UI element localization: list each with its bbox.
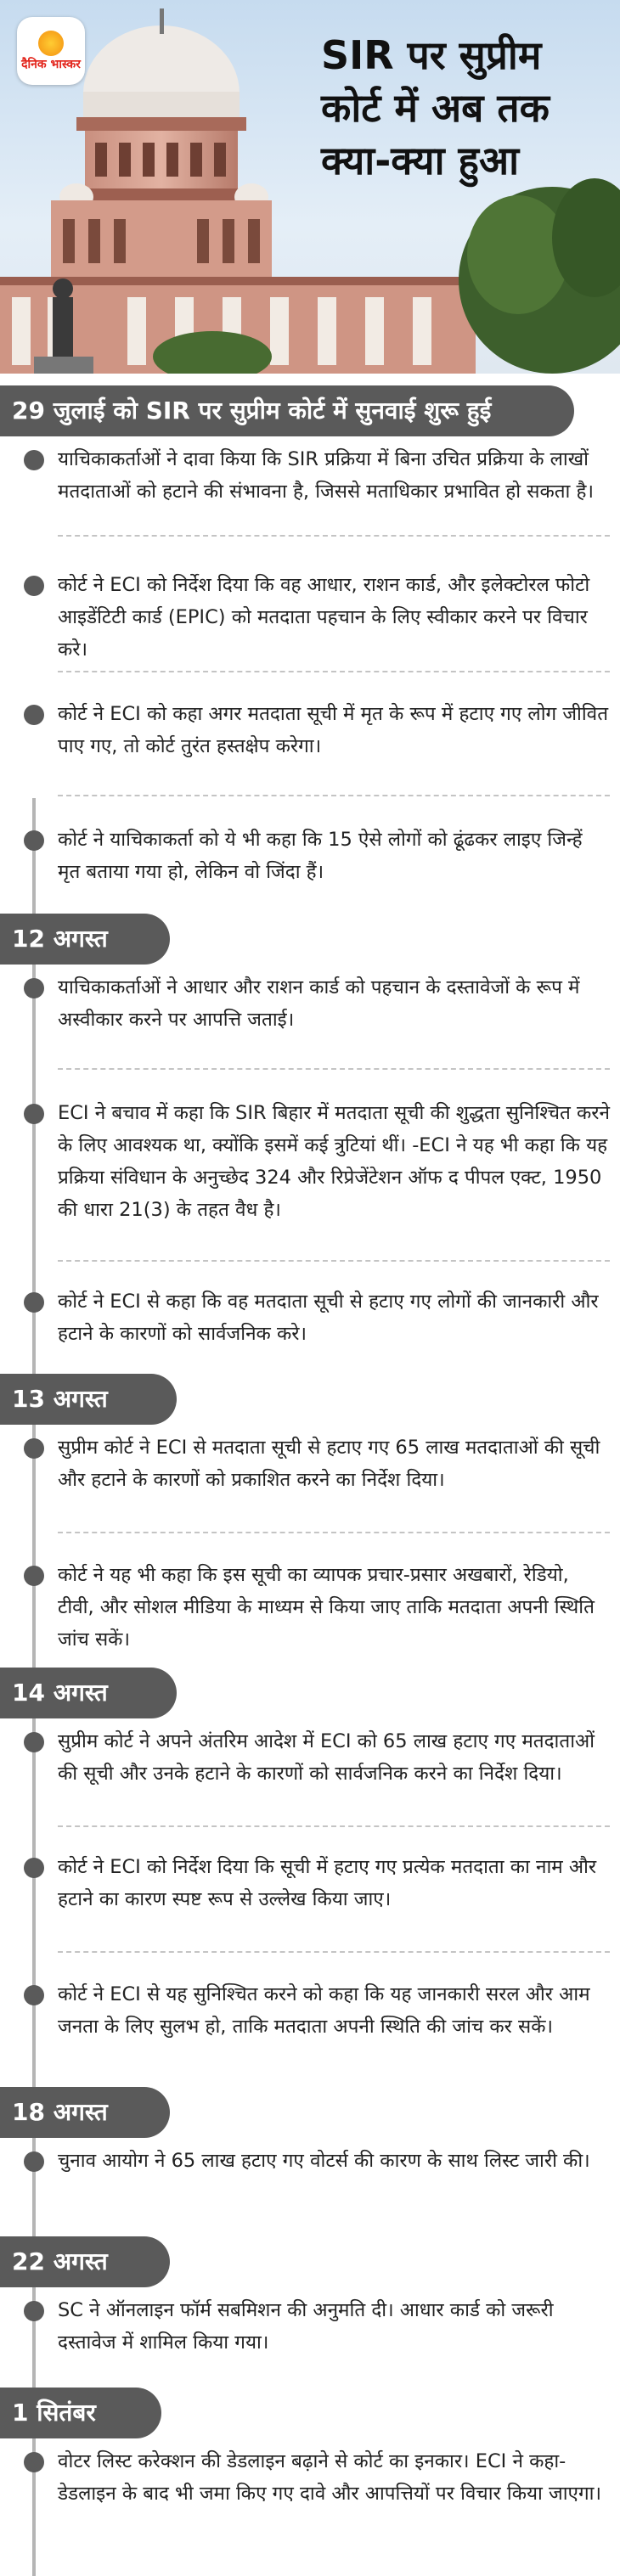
bullet-dot-icon xyxy=(24,450,44,470)
bullet-dot-icon xyxy=(24,2151,44,2172)
bullet-dot-icon xyxy=(24,576,44,596)
timeline-date-pill: 1 सितंबर xyxy=(0,2388,161,2438)
divider xyxy=(58,671,610,672)
hero-banner xyxy=(0,0,620,374)
timeline-item-text: ECI ने बचाव में कहा कि SIR बिहार में मतदाता सूची की शुद्धता सुनिश्चित करने के लिए आवश्यक था, क्योंकि इसमें कई त्रुटियां थीं। -ECI ने यह भी कहा कि यह प्रक्रिया संविधान के अनुच्छेद 324 और रिप्रेजेंटेशन ऑफ द पीपल एक्ट, 1950 की धारा 21(3) के तहत वैध है। xyxy=(58,1102,610,1221)
bullet-dot-icon xyxy=(24,705,44,725)
timeline-date-pill: 22 अगस्त xyxy=(0,2236,170,2287)
timeline-item-text: कोर्ट ने ECI से यह सुनिश्चित करने को कहा कि यह जानकारी सरल और आम जनता के लिए सुलभ हो, ताकि मतदाता अपनी स्थिति की जांच कर सकें। xyxy=(58,1983,590,2038)
dainik-bhaskar-logo xyxy=(17,17,85,85)
divider xyxy=(58,1825,610,1827)
timeline-date-pill: 12 अगस्त xyxy=(0,914,170,965)
bullet-dot-icon xyxy=(24,1438,44,1459)
bullet-dot-icon xyxy=(24,1732,44,1752)
bullet-dot-icon xyxy=(24,978,44,998)
timeline-item-text: याचिकाकर्ताओं ने आधार और राशन कार्ड को पहचान के दस्तावेजों के रूप में अस्वीकार करने पर आपत्ति जताई। xyxy=(58,976,580,1031)
divider xyxy=(58,1260,610,1262)
bullet-dot-icon xyxy=(24,1985,44,2005)
logo-text: दैनिक भास्कर xyxy=(21,58,81,71)
timeline-item-text: कोर्ट ने ECI को कहा अगर मतदाता सूची में मृत के रूप में हटाए गए लोग जीवित पाए गए, तो कोर्ट तुरंत हस्तक्षेप करेगा। xyxy=(58,703,609,757)
timeline-item-text: चुनाव आयोग ने 65 लाख हटाए गए वोटर्स की कारण के साथ लिस्ट जारी की। xyxy=(58,2150,590,2172)
page-title: SIR पर सुप्रीम कोर्ट में अब तक क्या-क्या हुआ xyxy=(321,32,550,183)
sun-logo-icon xyxy=(38,31,64,56)
bullet-dot-icon xyxy=(24,2452,44,2472)
bullet-dot-icon xyxy=(24,1566,44,1586)
timeline-item-text: SC ने ऑनलाइन फॉर्म सबमिशन की अनुमति दी। आधार कार्ड को जरूरी दस्तावेज में शामिल किया गया। xyxy=(58,2299,554,2354)
divider xyxy=(58,535,610,537)
timeline-item-text: याचिकाकर्ताओं ने दावा किया कि SIR प्रक्रिया में बिना उचित प्रक्रिया के लाखों मतदाताओं को हटाने की संभावना है, जिससे मताधिकार प्रभावित हो सकता है। xyxy=(58,448,595,503)
timeline-date-pill: 18 अगस्त xyxy=(0,2087,170,2138)
timeline-item-text: कोर्ट ने यह भी कहा कि इस सूची का व्यापक प्रचार-प्रसार अखबारों, रेडियो, टीवी, और सोशल मीडिया के माध्यम से किया जाए ताकि मतदाता अपनी स्थिति जांच सकें। xyxy=(58,1564,595,1651)
timeline-item-text: कोर्ट ने याचिकाकर्ता को ये भी कहा कि 15 ऐसे लोगों को ढूंढकर लाइए जिन्हें मृत बताया गया हो, लेकिन वो जिंदा हैं। xyxy=(58,829,583,883)
divider xyxy=(58,1068,610,1070)
bullet-dot-icon xyxy=(24,830,44,851)
bullet-dot-icon xyxy=(24,1292,44,1313)
timeline-item-text: कोर्ट ने ECI को निर्देश दिया कि वह आधार, राशन कार्ड, और इलेक्टोरल फोटो आइडेंटिटी कार्ड (EPIC) को मतदाता पहचान के लिए स्वीकार करने पर विचार करे। xyxy=(58,574,590,661)
bullet-dot-icon xyxy=(24,1104,44,1124)
timeline-date-pill: 29 जुलाई को SIR पर सुप्रीम कोर्ट में सुनवाई शुरू हुई xyxy=(0,385,574,436)
timeline xyxy=(0,374,620,2576)
divider xyxy=(58,795,610,796)
timeline-item-text: सुप्रीम कोर्ट ने अपने अंतरिम आदेश में ECI को 65 लाख हटाए गए मतदाताओं की सूची और उनके हटाने के कारणों को सार्वजनिक करने का निर्देश दिया। xyxy=(58,1730,595,1785)
timeline-item-text: कोर्ट ने ECI को निर्देश दिया कि सूची में हटाए गए प्रत्येक मतदाता का नाम और हटाने का कारण स्पष्ट रूप से उल्लेख किया जाए। xyxy=(58,1856,597,1910)
bullet-dot-icon xyxy=(24,1858,44,1878)
timeline-item-text: कोर्ट ने ECI से कहा कि वह मतदाता सूची से हटाए गए लोगों की जानकारी और हटाने के कारणों को सार्वजनिक करे। xyxy=(58,1291,599,1345)
timeline-date-pill: 13 अगस्त xyxy=(0,1374,177,1425)
timeline-date-pill: 14 अगस्त xyxy=(0,1668,177,1718)
timeline-item-text: वोटर लिस्ट करेक्शन की डेडलाइन बढ़ाने से कोर्ट का इनकार। ECI ने कहा- डेडलाइन के बाद भी जमा किए गए दावे और आपत्तियों पर विचार किया जाएगा। xyxy=(58,2450,601,2505)
divider xyxy=(58,1951,610,1953)
timeline-item-text: सुप्रीम कोर्ट ने ECI से मतदाता सूची से हटाए गए 65 लाख मतदाताओं की सूची और हटाने के कारणों को प्रकाशित करने का निर्देश दिया। xyxy=(58,1437,600,1491)
bullet-dot-icon xyxy=(24,2301,44,2321)
divider xyxy=(58,1532,610,1533)
